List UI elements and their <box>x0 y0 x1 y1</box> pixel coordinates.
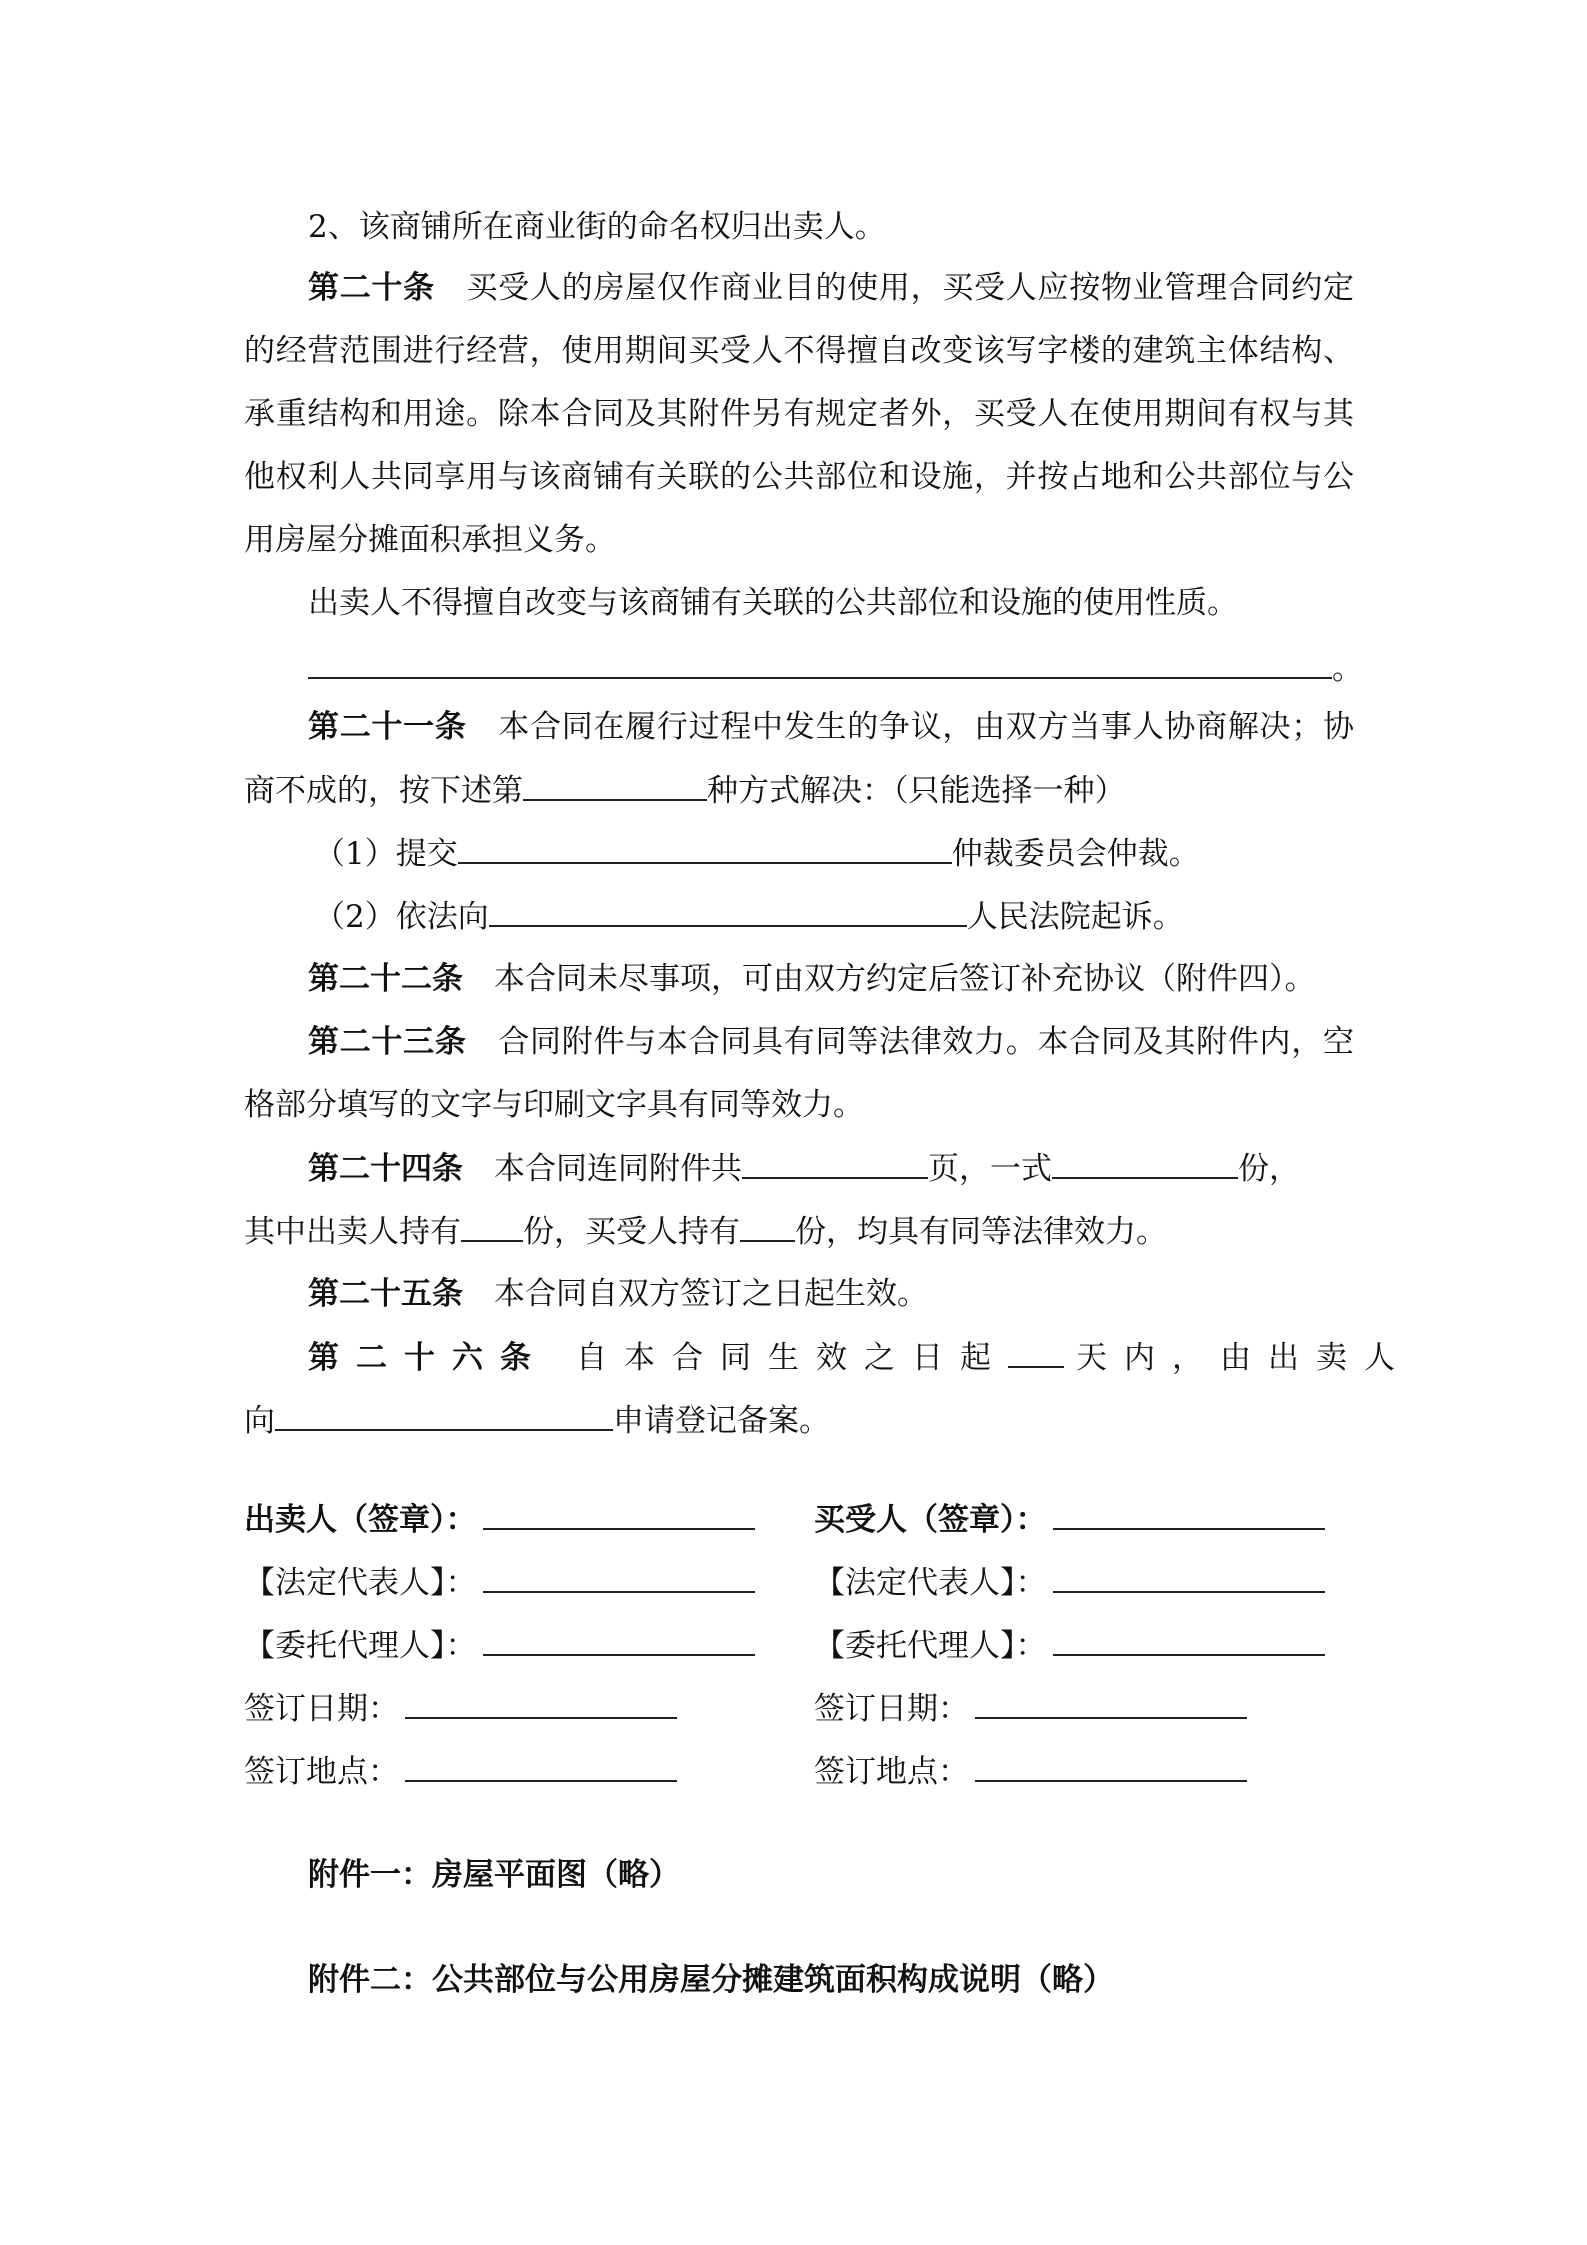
seller-copies-field[interactable] <box>461 1209 523 1242</box>
blank-field[interactable] <box>308 646 1332 679</box>
buyer-legal-rep-field[interactable] <box>1053 1560 1325 1593</box>
buyer-agent-row: 【委托代理人】： <box>814 1623 1325 1667</box>
article-26-title: 第二十六条 <box>308 1340 548 1376</box>
seller-date-row: 签订日期： <box>244 1686 677 1730</box>
article-25-title: 第二十五条 <box>308 1276 463 1312</box>
article-23-title: 第二十三条 <box>308 1024 467 1060</box>
buyer-place-field[interactable] <box>975 1749 1247 1782</box>
article-24-line-2: 其中出卖人持有 份，买受人持有 份，均具有同等法律效力。 <box>244 1209 1354 1253</box>
seller-legal-rep-field[interactable] <box>483 1560 755 1593</box>
buyer-legal-rep-row: 【法定代表人】： <box>814 1560 1325 1604</box>
seller-date-field[interactable] <box>405 1686 677 1719</box>
article-25: 第二十五条 本合同自双方签订之日起生效。 <box>308 1276 928 1312</box>
article-20-line-3: 承重结构和用途。除本合同及其附件另有规定者外，买受人在使用期间有权与其 <box>244 396 1354 432</box>
seller-place-field[interactable] <box>405 1749 677 1782</box>
attachment-2: 附件二：公共部位与公用房屋分摊建筑面积构成说明（略） <box>308 1962 1114 1998</box>
article-21-line-2: 商不成的，按下述第 种方式解决：（只能选择一种） <box>244 768 1354 812</box>
clause-19-item-2: 2、该商铺所在商业街的命名权归出卖人。 <box>308 209 886 245</box>
court-name-field[interactable] <box>489 894 967 927</box>
seller-legal-rep-row: 【法定代表人】： <box>244 1560 755 1604</box>
blank-line: 。 <box>244 646 1354 690</box>
buyer-date-row: 签订日期： <box>814 1686 1247 1730</box>
article-20-line-5: 用房屋分摊面积承担义务。 <box>244 522 616 558</box>
article-26-line-1: 第二十六条 自本合同生效之日起 天内，由出卖人 <box>244 1335 1354 1379</box>
buyer-signature-row: 买受人（签章）： <box>814 1497 1325 1541</box>
article-20-line-2: 的经营范围进行经营，使用期间买受人不得擅自改变该写字楼的建筑主体结构、 <box>244 333 1354 369</box>
article-21-option-2: （2）依法向 人民法院起诉。 <box>244 894 1354 938</box>
seller-signature-field[interactable] <box>483 1497 755 1530</box>
registration-authority-field[interactable] <box>275 1398 613 1431</box>
article-24-title: 第二十四条 <box>308 1151 463 1187</box>
seller-place-row: 签订地点： <box>244 1749 677 1793</box>
page-count-field[interactable] <box>742 1146 928 1179</box>
article-21-title: 第二十一条 <box>308 709 467 745</box>
article-24-line-1: 第二十四条 本合同连同附件共 页，一式 份， <box>244 1146 1354 1190</box>
article-20-title: 第二十条 <box>308 270 435 306</box>
filing-days-field[interactable] <box>1008 1335 1064 1368</box>
article-22: 第二十二条 本合同未尽事项，可由双方约定后签订补充协议（附件四）。 <box>308 961 1316 997</box>
buyer-signature-field[interactable] <box>1053 1497 1325 1530</box>
article-23-line-1: 第二十三条 合同附件与本合同具有同等法律效力。本合同及其附件内，空 <box>308 1024 1354 1060</box>
method-number-field[interactable] <box>523 768 707 801</box>
copy-count-field[interactable] <box>1052 1146 1238 1179</box>
buyer-place-row: 签订地点： <box>814 1749 1247 1793</box>
article-23-line-2: 格部分填写的文字与印刷文字具有同等效力。 <box>244 1087 864 1123</box>
seller-agent-row: 【委托代理人】： <box>244 1623 755 1667</box>
buyer-date-field[interactable] <box>975 1686 1247 1719</box>
article-21-line-1: 第二十一条 本合同在履行过程中发生的争议，由双方当事人协商解决；协 <box>308 709 1354 745</box>
arbitration-committee-field[interactable] <box>458 831 952 864</box>
buyer-agent-field[interactable] <box>1053 1623 1325 1656</box>
seller-signature-row: 出卖人（签章）： <box>244 1497 755 1541</box>
article-20-paragraph-2: 出卖人不得擅自改变与该商铺有关联的公共部位和设施的使用性质。 <box>308 585 1238 621</box>
seller-agent-field[interactable] <box>483 1623 755 1656</box>
attachment-1: 附件一：房屋平面图（略） <box>308 1857 680 1893</box>
article-21-option-1: （1）提交 仲裁委员会仲裁。 <box>244 831 1354 875</box>
article-20-line-4: 他权利人共同享用与该商铺有关联的公共部位和设施，并按占地和公共部位与公 <box>244 459 1354 495</box>
article-20-line-1: 第二十条 买受人的房屋仅作商业目的使用，买受人应按物业管理合同约定 <box>308 270 1354 306</box>
article-22-title: 第二十二条 <box>308 961 463 997</box>
article-26-line-2: 向 申请登记备案。 <box>244 1398 1354 1442</box>
buyer-copies-field[interactable] <box>740 1209 795 1242</box>
